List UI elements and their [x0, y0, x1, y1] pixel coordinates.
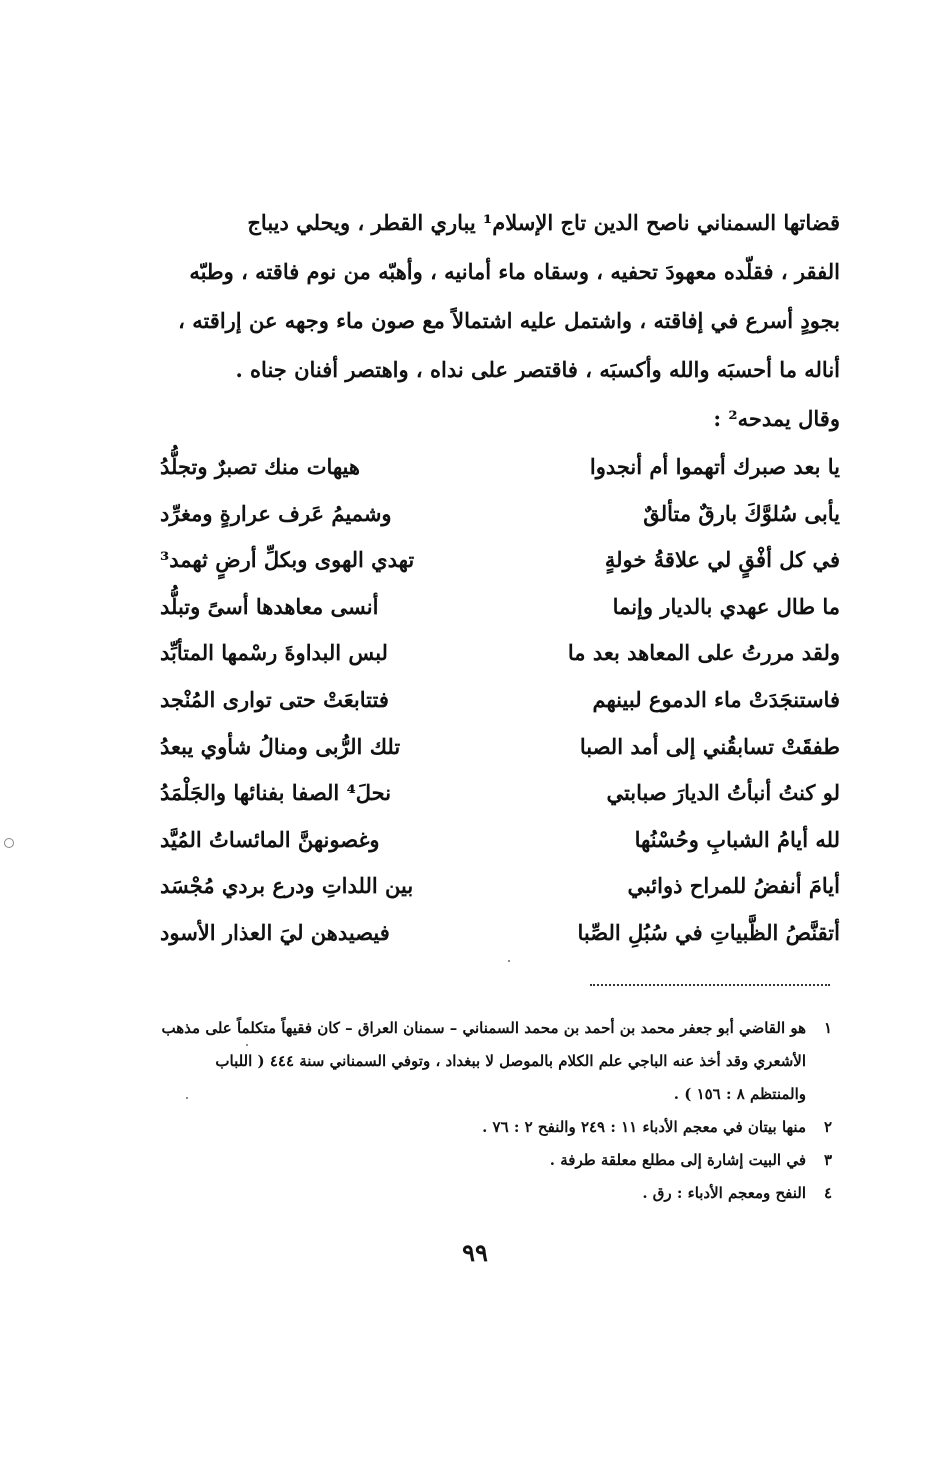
verse-second-hemistich: تهدي الهوى وبكلِّ أرضٍ ثهمد³ — [160, 547, 415, 573]
footnote-number: ٢ — [823, 1118, 832, 1136]
verse-first-hemistich: يا بعد صبرك أتهموا أم أنجدوا — [589, 454, 840, 479]
footnote-number: ٣ — [823, 1151, 832, 1169]
page-number: ٩٩ — [462, 1238, 488, 1267]
verse-second-hemistich: فيصيدهن ليَ العذار الأسود — [160, 919, 390, 945]
verse-first-hemistich: لو كنتُ أنبأتُ الديارَ صبابتي — [606, 780, 840, 806]
verse-second-hemistich: تلك الرُّبى ومنالُ شأوي يبعدُ — [160, 733, 401, 759]
verse-second-hemistich: لبس البداوةَ رسْمها المتأبِّد — [160, 640, 388, 666]
footnote-text: هو القاضي أبو جعفر محمد بن أحمد بن محمد السمناني – سمنان العراق – كان فقيهاً متكلماً على مذهب الأشعري وقد أخذ عنه الباجي علم الكلام بالموصل لا ببغداد ، وتوفي السمناني سنة ٤٤٤ ( اللباب والمنتظم ٨ : ١٥٦ ) . — [161, 1019, 806, 1103]
footnote-text: في البيت إشارة إلى مطلع معلقة طرفة . — [549, 1151, 806, 1169]
poem-verse — [160, 491, 840, 538]
scan-speck — [246, 1044, 248, 1046]
verse-second-hemistich: وغصونهنَّ المائساتُ المُيَّد — [160, 826, 380, 852]
poem-verse — [160, 584, 840, 631]
footnote — [160, 1144, 832, 1177]
verse-first-hemistich: ولقد مررتُ على المعاهد بعد ما — [567, 640, 840, 666]
poem-verse — [160, 817, 840, 864]
footnote-text: منها بيتان في معجم الأدباء ١١ : ٢٤٩ والنفح ٢ : ٧٦ . — [482, 1118, 806, 1136]
footnotes — [160, 1012, 832, 1210]
poem-verse — [160, 537, 840, 584]
verse-first-hemistich: طفقَتْ تسابقُني إلى أمد الصبا — [579, 733, 840, 759]
poem-verse — [160, 724, 840, 771]
poem-verse — [160, 863, 840, 910]
footnote-text: النفح ومعجم الأدباء : رق . — [642, 1184, 806, 1202]
verse-first-hemistich: ما طال عهدي بالديار وإنما — [612, 593, 840, 619]
verse-first-hemistich: فاستنجَدَتْ ماء الدموع لبينهم — [592, 686, 840, 712]
verse-second-hemistich: أنسى معاهدها أسىً وتبلُّد — [160, 593, 379, 619]
verse-first-hemistich: أتقنَّصُ الظَّبياتِ في سُبُلِ الصِّبا — [577, 919, 840, 945]
footnote — [160, 1012, 832, 1111]
prose-line: قضاتها السمناني ناصح الدين تاج الإسلام¹ يباري القطر ، ويحلي ديباج — [247, 210, 840, 235]
prose-line: أناله ما أحسبَه والله وأكسبَه ، فاقتصر على نداه ، واهتصر أفنان جناه . — [235, 357, 840, 382]
verse-second-hemistich: هيهات منك تصبرٌ وتجلُّدُ — [160, 454, 360, 479]
prose-paragraph — [160, 198, 840, 443]
poem-verse — [160, 770, 840, 817]
verse-second-hemistich: فتتابعَتْ حتى توارى المُنْجد — [160, 686, 389, 712]
footnote-number: ١ — [823, 1019, 832, 1037]
poem-verse — [160, 677, 840, 724]
poem — [160, 444, 840, 957]
scan-speck — [186, 1097, 188, 1099]
poem-introduction: وقال يمدحه² : — [713, 406, 840, 431]
poem-verse — [160, 444, 840, 491]
verse-second-hemistich: نحلَ⁴ الصفا بفنائها والجَلْمَدُ — [160, 780, 392, 806]
verse-second-hemistich: وشميمُ عَرف عرارةٍ ومغرِّد — [160, 500, 392, 526]
verse-first-hemistich: لله أيامُ الشبابِ وحُسْنُها — [634, 826, 840, 852]
verse-second-hemistich: بين اللداتِ ودرع بردي مُجْسَد — [160, 873, 414, 899]
verse-first-hemistich: يأبى سُلوَّكَ بارقٌ متألقٌ — [643, 500, 840, 526]
scan-speck — [508, 960, 510, 962]
prose-line: الفقر ، فقلّده معهودَ تحفيه ، وسقاه ماء أمانيه ، وأهبّه من نوم فاقته ، وطبّه — [189, 259, 840, 284]
footnote-number: ٤ — [823, 1184, 832, 1202]
footnote — [160, 1177, 832, 1210]
prose-line: بجودٍ أسرع في إفاقته ، واشتمل عليه اشتمالاً مع صون ماء وجهه عن إراقته ، — [178, 308, 840, 333]
binding-hole-mark — [4, 838, 14, 848]
footnote-separator — [590, 984, 830, 986]
poem-verse — [160, 630, 840, 677]
verse-first-hemistich: في كل أفْقٍ لي علاقةُ خولةٍ — [604, 547, 840, 573]
footnote — [160, 1111, 832, 1144]
verse-first-hemistich: أيامَ أنفضُ للمراح ذوائبي — [627, 873, 840, 899]
poem-verse — [160, 910, 840, 957]
